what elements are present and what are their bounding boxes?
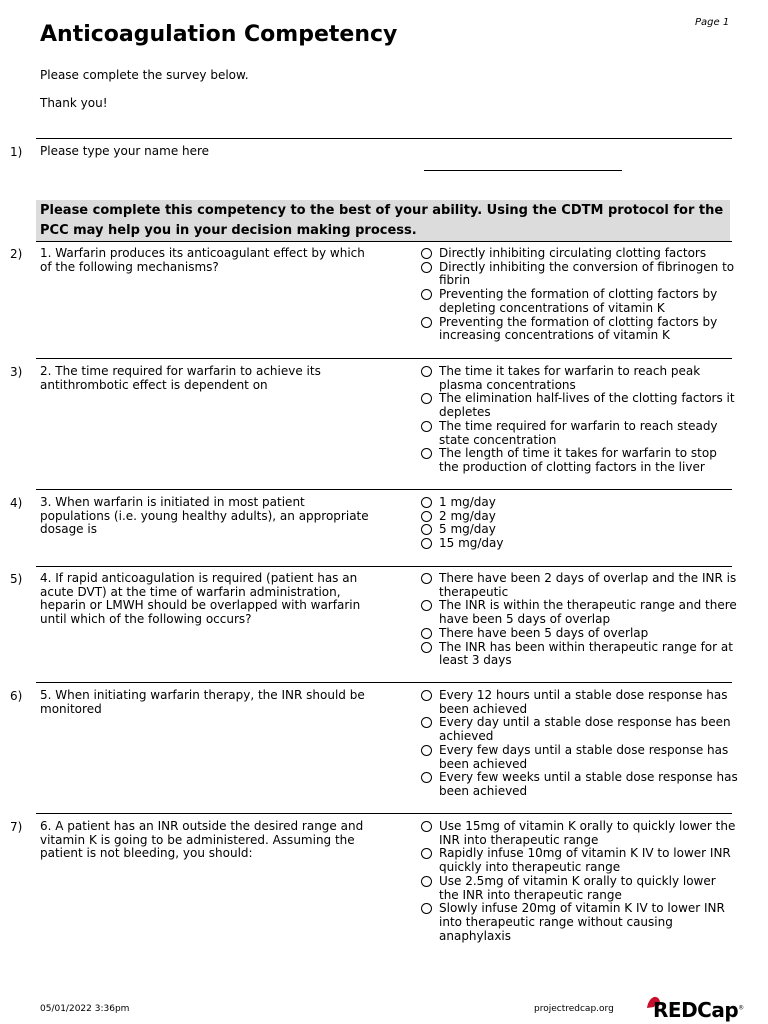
radio-button-icon[interactable] — [421, 248, 432, 259]
option-label: The INR is within the therapeutic range and there have been 5 days of overlap — [439, 598, 737, 627]
radio-button-icon[interactable] — [421, 848, 432, 859]
question-text: 5. When initiating warfarin therapy, the INR should be monitored — [40, 688, 365, 716]
divider — [36, 241, 732, 242]
radio-button-icon[interactable] — [421, 903, 432, 914]
name-input-line[interactable] — [424, 170, 622, 171]
question-text: 3. When warfarin is initiated in most patient populations (i.e. young healthy adults), an appropriate dosage is — [40, 495, 369, 537]
option-label: There have been 5 days of overlap — [439, 625, 649, 640]
answer-option[interactable] — [421, 261, 739, 288]
radio-button-icon[interactable] — [421, 262, 432, 273]
answer-options — [421, 689, 739, 799]
question-number: 6) — [10, 689, 23, 703]
radio-button-icon[interactable] — [421, 772, 432, 783]
radio-button-icon[interactable] — [421, 538, 432, 549]
answer-option[interactable] — [421, 496, 739, 510]
option-label: Directly inhibiting circulating clotting factors — [439, 246, 707, 260]
answer-option[interactable] — [421, 523, 739, 537]
radio-button-icon[interactable] — [421, 628, 432, 639]
divider — [36, 682, 732, 683]
answer-options — [421, 496, 739, 551]
option-label: The time it takes for warfarin to reach peak plasma concentrations — [439, 364, 701, 392]
radio-button-icon[interactable] — [421, 289, 432, 300]
question-text: 4. If rapid anticoagulation is required (patient has an acute DVT) at the time of warfarin administration, heparin or LMWH should be overlapped with warfarin until which of the following occurs? — [40, 571, 361, 627]
option-label: Every 12 hours until a stable dose response has been achieved — [439, 688, 728, 716]
answer-options — [421, 365, 739, 475]
intro-text: Please complete the survey below. — [40, 68, 249, 82]
radio-button-icon[interactable] — [421, 690, 432, 701]
answer-option[interactable] — [421, 820, 739, 847]
option-label: Slowly infuse 20mg of vitamin K IV to lower INR into therapeutic range without causing anaphylaxis — [439, 901, 725, 943]
answer-option[interactable] — [421, 599, 739, 626]
divider — [36, 358, 732, 359]
footer-timestamp: 05/01/2022 3:36pm — [40, 1004, 130, 1014]
page-number: Page 1 — [695, 17, 730, 28]
radio-button-icon[interactable] — [421, 366, 432, 377]
radio-button-icon[interactable] — [421, 524, 432, 535]
divider — [36, 813, 732, 814]
answer-option[interactable] — [421, 316, 739, 343]
answer-option[interactable] — [421, 420, 739, 447]
radio-button-icon[interactable] — [421, 573, 432, 584]
radio-button-icon[interactable] — [421, 821, 432, 832]
radio-button-icon[interactable] — [421, 717, 432, 728]
option-label: Use 2.5mg of vitamin K orally to quickly lower the INR into therapeutic range — [439, 873, 716, 902]
answer-options — [421, 820, 739, 943]
answer-options — [421, 247, 739, 343]
divider — [36, 566, 732, 567]
radio-button-icon[interactable] — [421, 497, 432, 508]
option-label: Preventing the formation of clotting factors by depleting concentrations of vitamin K — [439, 287, 718, 315]
question-number: 7) — [10, 820, 23, 834]
question-number: 2) — [10, 247, 23, 261]
section-header: Please complete this competency to the best of your ability. Using the CDTM protocol for the PCC may help you in your decision making process. — [36, 200, 730, 241]
radio-button-icon[interactable] — [421, 511, 432, 522]
thank-you-text: Thank you! — [40, 96, 108, 110]
option-label: Every few weeks until a stable dose response has been achieved — [439, 770, 738, 798]
option-label: Rapidly infuse 10mg of vitamin K IV to lower INR quickly into therapeutic range — [439, 846, 731, 875]
answer-option[interactable] — [421, 365, 739, 392]
option-label: Use 15mg of vitamin K orally to quickly lower the INR into therapeutic range — [439, 819, 736, 847]
question-number: 1) — [10, 145, 23, 159]
answer-option[interactable] — [421, 447, 739, 474]
radio-button-icon[interactable] — [421, 317, 432, 328]
radio-button-icon[interactable] — [421, 600, 432, 611]
option-label: Directly inhibiting the conversion of fibrinogen to fibrin — [439, 259, 735, 288]
option-label: The time required for warfarin to reach steady state concentration — [439, 418, 718, 447]
answer-option[interactable] — [421, 641, 739, 668]
answer-option[interactable] — [421, 902, 739, 943]
radio-button-icon[interactable] — [421, 448, 432, 459]
answer-option[interactable] — [421, 875, 739, 902]
option-label: There have been 2 days of overlap and the INR is therapeutic — [439, 571, 737, 599]
answer-option[interactable] — [421, 744, 739, 771]
answer-option[interactable] — [421, 537, 739, 551]
divider — [36, 489, 732, 490]
answer-option[interactable] — [421, 392, 739, 419]
name-question-text: Please type your name here — [40, 144, 210, 158]
option-label: 1 mg/day — [439, 495, 496, 509]
option-label: The INR has been within therapeutic range for at least 3 days — [439, 639, 733, 668]
answer-option[interactable] — [421, 572, 739, 599]
option-label: Preventing the formation of clotting factors by increasing concentrations of vitamin K — [439, 314, 718, 343]
radio-button-icon[interactable] — [421, 876, 432, 887]
question-number: 5) — [10, 572, 23, 586]
answer-option[interactable] — [421, 627, 739, 641]
answer-option[interactable] — [421, 771, 739, 798]
option-label: 15 mg/day — [439, 536, 504, 551]
option-label: Every few days until a stable dose response has been achieved — [439, 742, 729, 771]
radio-button-icon[interactable] — [421, 642, 432, 653]
question-text: 6. A patient has an INR outside the desired range and vitamin K is going to be administered. Assuming the patient is not bleeding, you should: — [40, 819, 364, 861]
option-label: Every day until a stable dose response has been achieved — [439, 715, 731, 744]
question-number: 3) — [10, 365, 23, 379]
answer-options — [421, 572, 739, 668]
radio-button-icon[interactable] — [421, 421, 432, 432]
redcap-logo-text: REDCap® — [653, 998, 744, 1022]
answer-option[interactable] — [421, 247, 739, 261]
radio-button-icon[interactable] — [421, 393, 432, 404]
option-label: The elimination half-lives of the clotting factors it depletes — [439, 391, 735, 420]
option-label: 2 mg/day — [439, 508, 496, 523]
question-text: 1. Warfarin produces its anticoagulant effect by which of the following mechanisms? — [40, 246, 365, 274]
footer-url: projectredcap.org — [534, 1004, 614, 1014]
question-text: 2. The time required for warfarin to achieve its antithrombotic effect is dependent on — [40, 364, 321, 392]
answer-option[interactable] — [421, 716, 739, 743]
answer-option[interactable] — [421, 288, 739, 315]
option-label: The length of time it takes for warfarin to stop the production of clotting factors in the liver — [439, 446, 717, 474]
survey-title: Anticoagulation Competency — [40, 22, 398, 47]
answer-option[interactable] — [421, 847, 739, 874]
divider — [36, 138, 732, 139]
option-label: 5 mg/day — [439, 522, 496, 537]
question-number: 4) — [10, 496, 23, 510]
answer-option[interactable] — [421, 689, 739, 716]
radio-button-icon[interactable] — [421, 745, 432, 756]
answer-option[interactable] — [421, 510, 739, 524]
